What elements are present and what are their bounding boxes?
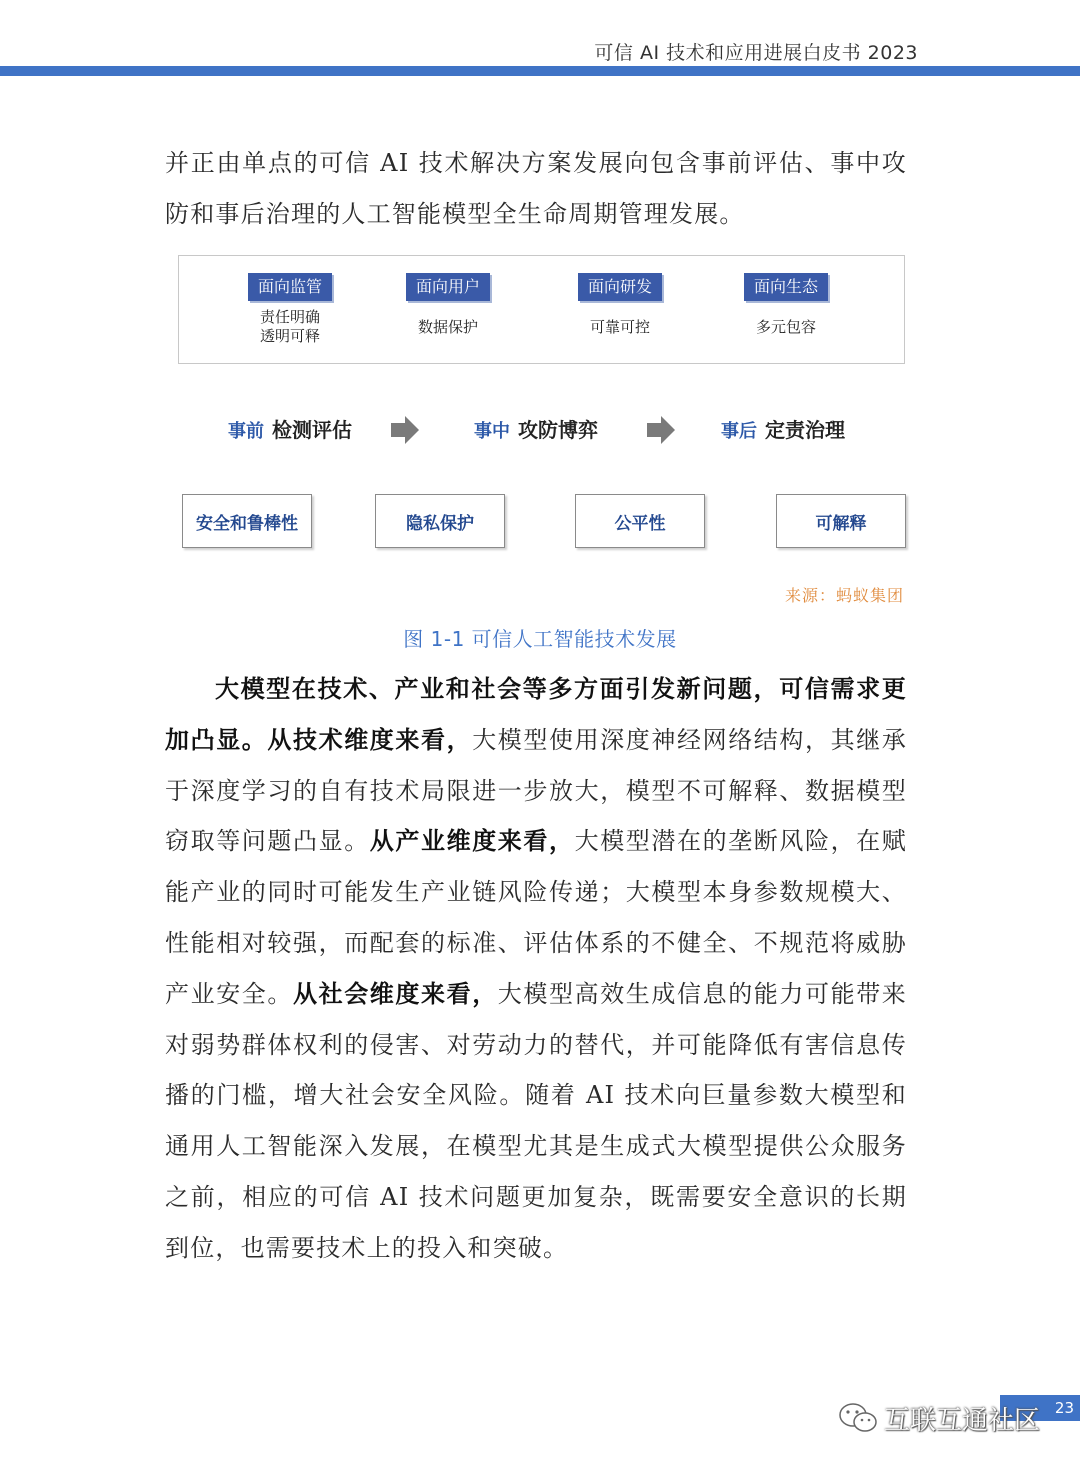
text-tech: 大模型使用深度神经网络结构，其继承于深度学习的自有技术局限进一步放大，模型不可解释、数据模型窃取等问题凸显。 (165, 725, 907, 856)
audience-ecosystem (716, 273, 856, 337)
document-header-title: 可信 AI 技术和应用进展白皮书 2023 (594, 42, 918, 64)
bold-tech-dimension: 从技术维度来看， (267, 724, 473, 754)
audience-regulation (220, 273, 360, 346)
property-privacy: 隐私保护 (375, 494, 505, 548)
watermark-text: 互联互通社区 (884, 1405, 1041, 1436)
body-paragraph-1: 并正由单点的可信 AI 技术解决方案发展向包含事前评估、事中攻防和事后治理的人工智能模型全生命周期管理发展。 (165, 149, 907, 228)
stage-key: 事前 (228, 421, 264, 442)
stage-value: 检测评估 (272, 418, 352, 442)
figure-source: 来源：蚂蚁集团 (784, 586, 904, 605)
property-fairness: 公平性 (575, 494, 705, 548)
stage-value: 定责治理 (765, 418, 845, 442)
page-number: 23 (1000, 1395, 1080, 1421)
bold-lead: 大模型在技术、产业和社会等多方面引发新问题，可信需求更加凸显。 (165, 674, 907, 754)
watermark (838, 1398, 1040, 1438)
bold-industry-dimension: 从产业维度来看， (369, 826, 575, 856)
wechat-icon (838, 1401, 878, 1435)
figure-caption: 图 1-1 可信人工智能技术发展 (403, 627, 677, 651)
arrow-right-icon (646, 414, 676, 446)
body-paragraph-2 (165, 664, 907, 1274)
text-industry: 大模型潜在的垄断风险，在赋能产业的同时可能发生产业链风险传递；大模型本身参数规模大、性能相对较强，而配套的标准、评估体系的不健全、不规范将威胁产业安全。 (165, 827, 907, 1008)
stage-value: 攻防博弈 (518, 418, 598, 442)
audience-tag: 面向研发 (578, 273, 662, 301)
stage-key: 事中 (474, 421, 510, 442)
audience-tag: 面向用户 (406, 273, 490, 301)
stage-during (474, 416, 598, 446)
property-safety-robustness: 安全和鲁棒性 (182, 494, 312, 548)
stage-before (228, 416, 352, 446)
audience-rnd (550, 273, 690, 337)
header-rule (0, 66, 1080, 76)
stage-key: 事后 (721, 421, 757, 442)
bold-society-dimension: 从社会维度来看， (293, 978, 498, 1008)
audience-desc: 数据保护 (417, 318, 478, 336)
stage-after (721, 416, 845, 446)
text-society: 大模型高效生成信息的能力可能带来对弱势群体权利的侵害、对劳动力的替代，并可能降低有害信息传播的门槛，增大社会安全风险。随着 AI 技术向巨量参数大模型和通用人工智能深入发展，在模型尤其是生成式大模型提供公众服务之前，相应的可信 AI 技术问题更加复杂，既需要安全意识的长期到位，也需要技术上的投入和突破。 (165, 979, 907, 1262)
audience-tag: 面向生态 (744, 273, 828, 301)
property-explainability: 可解释 (776, 494, 906, 548)
arrow-right-icon (390, 414, 420, 446)
audience-desc: 责任明确 透明可释 (259, 308, 320, 345)
audience-desc: 可靠可控 (589, 318, 650, 336)
audience-tag: 面向监管 (248, 273, 332, 301)
audience-desc: 多元包容 (755, 318, 816, 336)
audience-users (378, 273, 518, 337)
